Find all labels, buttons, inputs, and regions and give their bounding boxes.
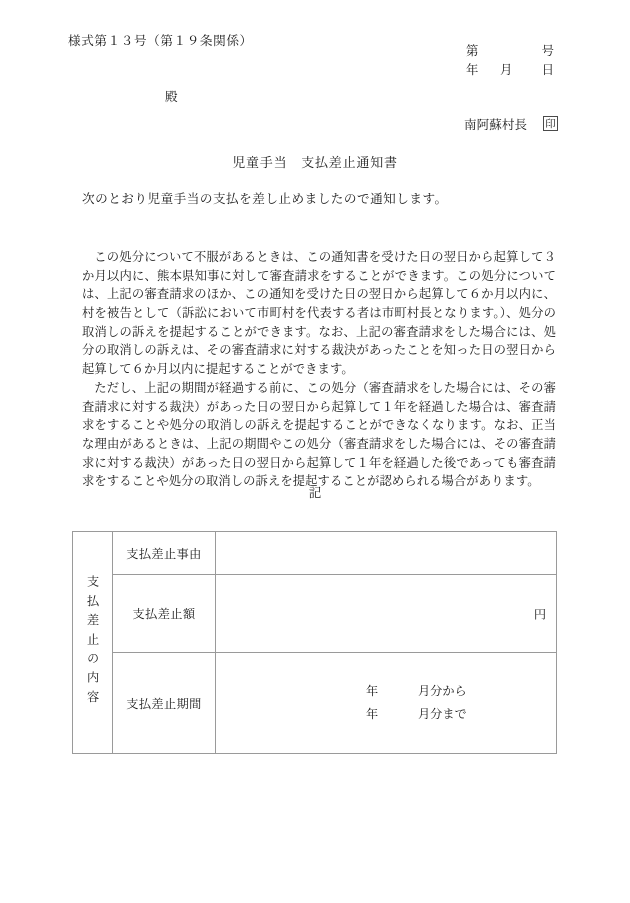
page-title: 児童手当 支払差止通知書: [232, 156, 398, 171]
body-paragraph-1: この処分について不服があるときは、この通知書を受けた日の翌日から起算して３か月以内に、熊本県知事に対して審査請求をすることができます。この処分については、上記の審査請求のほか、この通知を受けた日の翌日から起算して６か月以内に、村を被告として（訴訟において市町村を代表する者は市町村長となります。）、処分の取消しの訴えを提起することができます。なお、上記の審査請求をした場合には、処分の取消しの訴えは、その審査請求に対する裁決があったことを知った日の翌日から起算して６か月以内に提起することができます。: [82, 250, 556, 377]
table-row: [73, 653, 557, 754]
value-reason[interactable]: [216, 532, 557, 575]
document-number-row: [466, 42, 558, 61]
seal-icon: 印: [543, 116, 558, 131]
row-label-period: 支払差止期間: [113, 653, 216, 754]
date-day-label: 日: [541, 61, 554, 77]
issuer-block: [464, 114, 558, 133]
period-from-line: [366, 680, 556, 703]
vertical-header-text: 支払差止の内容: [85, 575, 100, 710]
period-from-month-label: 月分から: [418, 684, 467, 699]
row-label-amount: 支払差止額: [113, 575, 216, 653]
form-number: 様式第１３号（第１９条関係）: [68, 33, 253, 48]
value-period[interactable]: [216, 653, 557, 754]
period-to-line: [366, 703, 556, 726]
document-meta: [466, 42, 558, 79]
payment-suspension-table: [72, 531, 557, 754]
amount-unit: 円: [533, 607, 546, 621]
document-number-label: 第: [466, 43, 479, 58]
period-from-year-label: 年: [366, 684, 379, 699]
issuer-name: 南阿蘇村長: [464, 117, 527, 132]
period-to-year-label: 年: [366, 707, 379, 721]
date-year-label: 年: [466, 61, 479, 77]
addressee-honorific: 殿: [165, 89, 178, 104]
period-to-month-label: 月分まで: [418, 707, 467, 721]
table-row: [73, 575, 557, 653]
body-paragraph-2: ただし、上記の期間が経過する前に、この処分（審査請求をした場合には、その審査請求に対する裁決）があった日の翌日から起算して１年を経過した場合は、審査請求をすることや処分の取消しの訴えを提起することができなくなります。なお、正当な理由があるときは、上記の期間やこの処分（審査請求をした場合には、その審査請求に対する裁決）があった日の翌日から起算して１年を経過した後であっても審査請求をすることや処分の取消しの訴えを提起することが認められる場合があります。: [82, 380, 556, 489]
document-date-row: [466, 61, 558, 80]
document-number-unit: 号: [541, 43, 554, 58]
ki-marker: 記: [308, 485, 322, 500]
value-amount[interactable]: [216, 575, 557, 653]
row-label-reason: 支払差止事由: [113, 532, 216, 575]
date-month-label: 月: [500, 61, 513, 77]
table-row: [73, 532, 557, 575]
body-text: [82, 248, 556, 491]
vertical-header-cell: [73, 532, 113, 754]
period-fields: [216, 680, 556, 725]
intro-text: 次のとおり児童手当の支払を差し止めましたので通知します。: [82, 191, 448, 206]
